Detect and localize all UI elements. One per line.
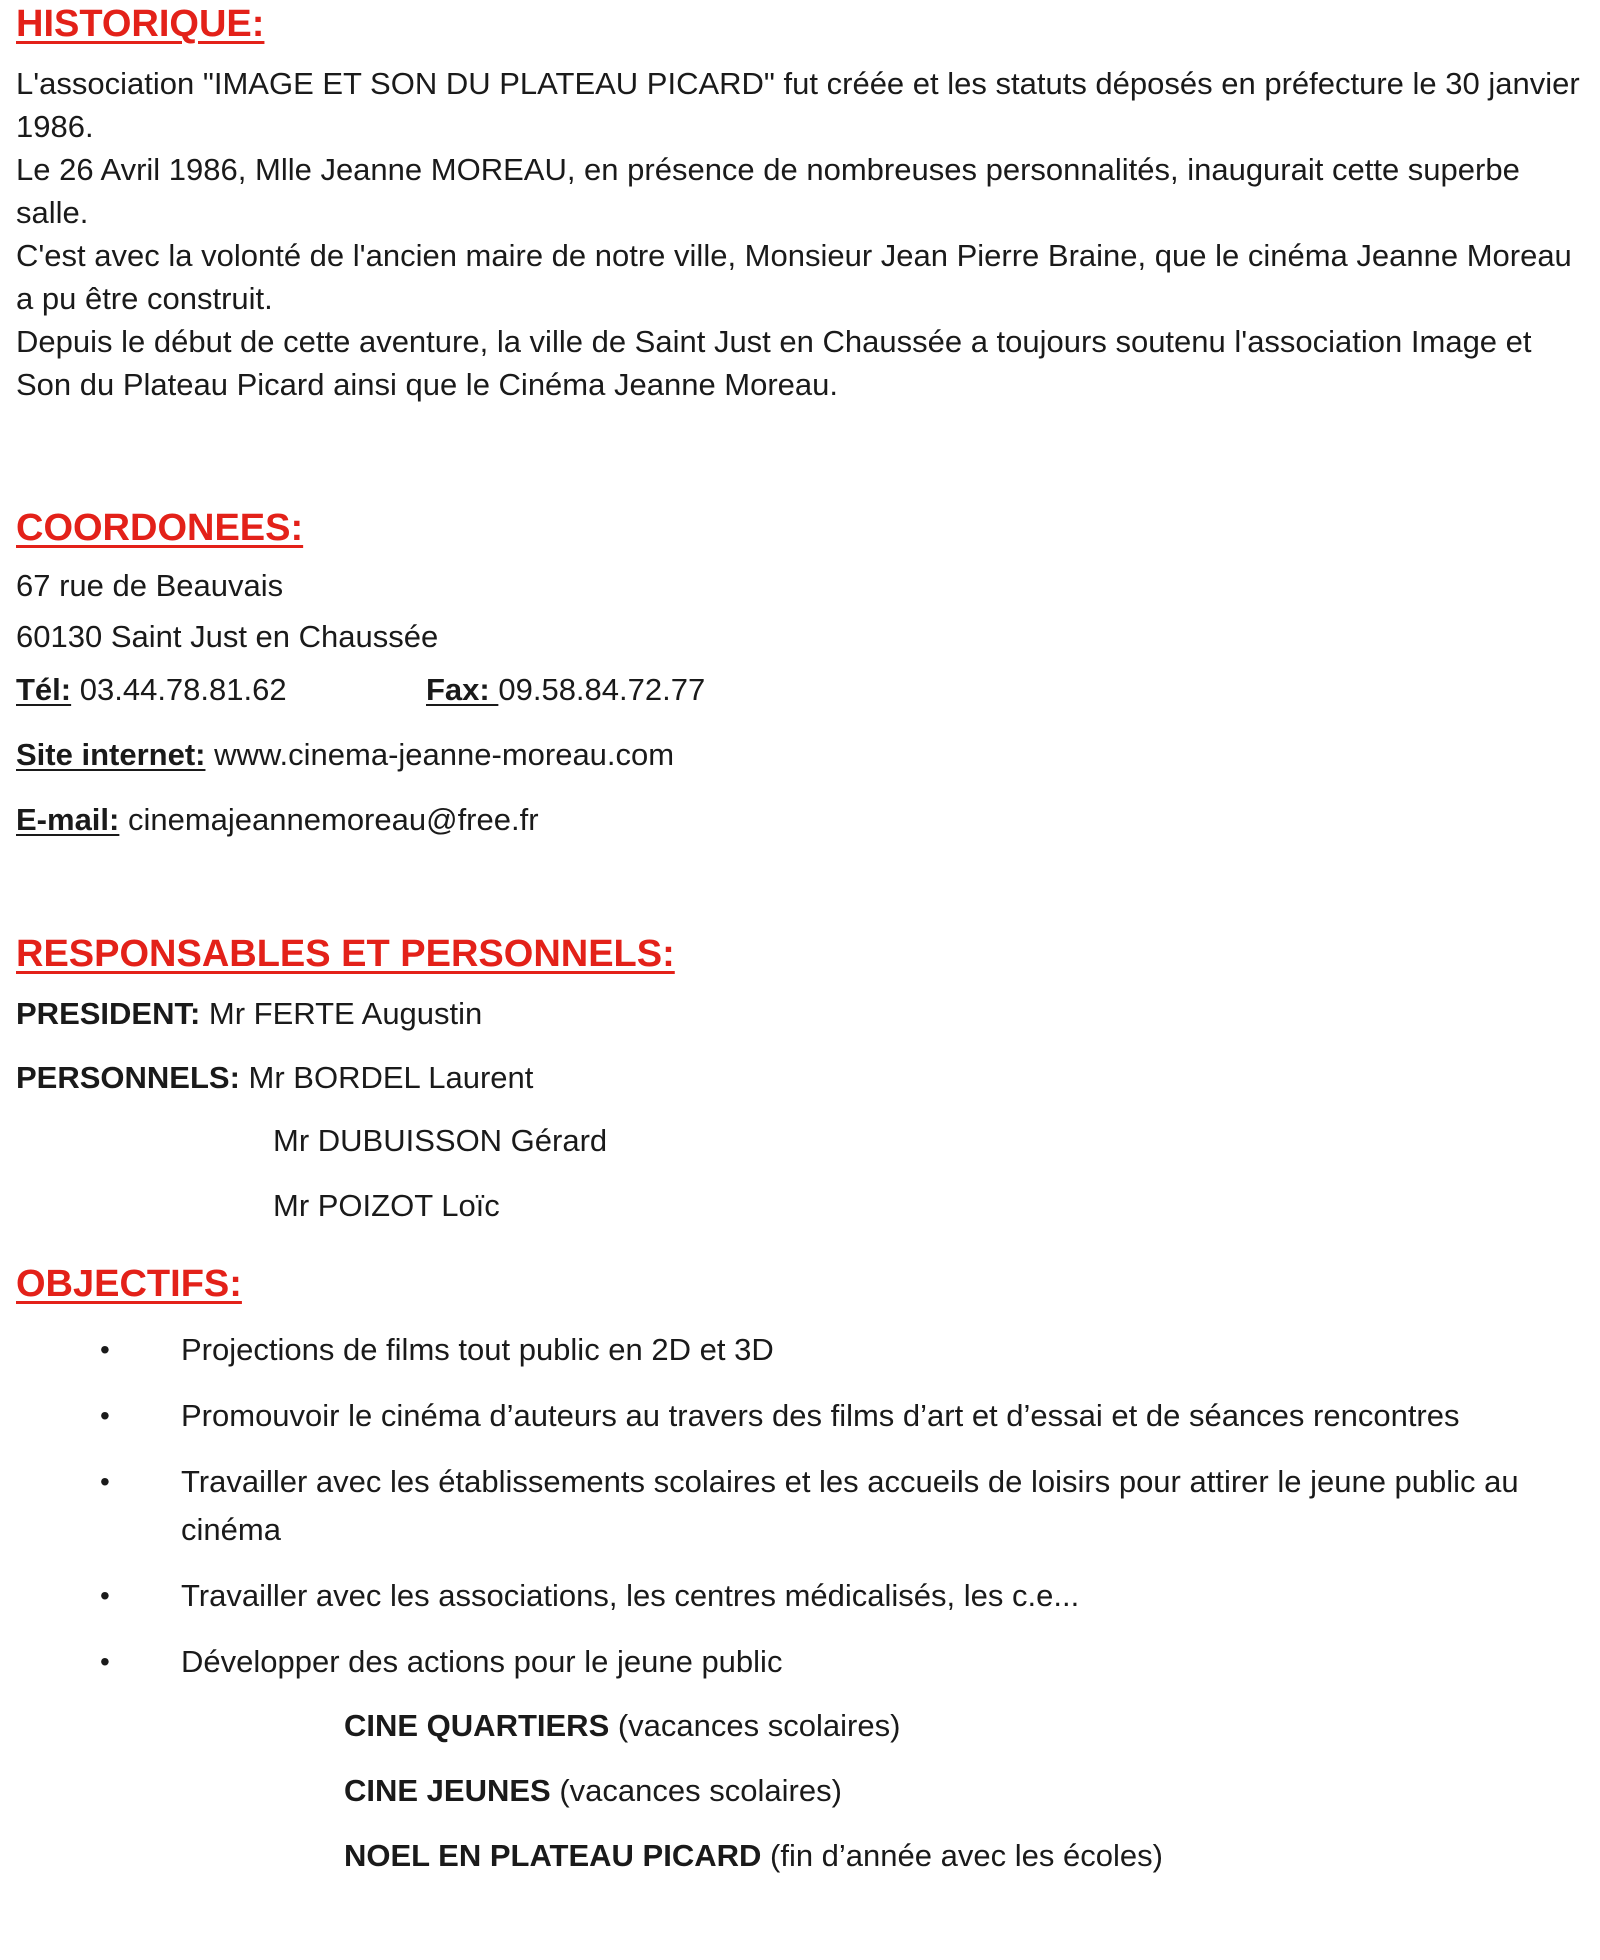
- bullet-icon: •: [100, 1399, 110, 1431]
- sub-item-note: (vacances scolaires): [550, 1772, 842, 1808]
- email-line: [16, 798, 1586, 841]
- objectif-text: Promouvoir le cinéma d’auteurs au travers des films d’art et d’essai et de séances rencontres: [181, 1397, 1460, 1433]
- historique-paragraph: L'association "IMAGE ET SON DU PLATEAU PICARD" fut créée et les statuts déposés en préfecture le 30 janvier 1986.: [16, 65, 1580, 144]
- coordonees-heading: COORDONEES:: [16, 507, 304, 549]
- phone-fax-line: [16, 668, 1586, 711]
- responsables-section: [16, 932, 1586, 1227]
- website-link[interactable]: www.cinema-jeanne-moreau.com: [205, 736, 675, 772]
- personnels-label: PERSONNELS:: [16, 1059, 240, 1095]
- list-item: [16, 1572, 1586, 1620]
- historique-heading: HISTORIQUE:: [16, 3, 265, 45]
- bullet-icon: •: [100, 1333, 110, 1365]
- historique-paragraph: Depuis le début de cette aventure, la ville de Saint Just en Chaussée a toujours soutenu l'association Image et Son du Plateau Picard ainsi que le Cinéma Jeanne Moreau.: [16, 323, 1532, 402]
- email-label: E-mail:: [16, 801, 120, 837]
- bullet-icon: •: [100, 1645, 110, 1677]
- sub-item: [16, 1704, 1586, 1747]
- email-link[interactable]: cinemajeannemoreau@free.fr: [119, 801, 539, 837]
- tel-label: Tél:: [16, 671, 72, 707]
- historique-paragraph: C'est avec la volonté de l'ancien maire de notre ville, Monsieur Jean Pierre Braine, que le cinéma Jeanne Moreau a pu être construit.: [16, 237, 1572, 316]
- tel-value: 03.44.78.81.62: [71, 671, 287, 707]
- president-label: PRESIDENT:: [16, 995, 201, 1031]
- fax-label: Fax:: [426, 671, 499, 707]
- president-name: Mr FERTE Augustin: [200, 995, 483, 1031]
- historique-section: [16, 2, 1586, 406]
- president-line: [16, 992, 1586, 1035]
- historique-paragraph: Le 26 Avril 1986, Mlle Jeanne MOREAU, en présence de nombreuses personnalités, inaugurait cette superbe salle.: [16, 151, 1520, 230]
- website-label: Site internet:: [16, 736, 206, 772]
- coordonees-section: [16, 506, 1586, 841]
- sub-item-label: NOEL EN PLATEAU PICARD: [344, 1837, 762, 1873]
- list-item: [16, 1326, 1586, 1374]
- personnel-name: Mr POIZOT Loïc: [273, 1187, 500, 1223]
- objectif-text: Projections de films tout public en 2D et 3D: [181, 1331, 774, 1367]
- bullet-icon: •: [100, 1579, 110, 1611]
- sub-item-note: (fin d’année avec les écoles): [761, 1837, 1163, 1873]
- objectifs-list: [16, 1326, 1586, 1686]
- list-item: [16, 1458, 1586, 1554]
- address-line: 67 rue de Beauvais: [16, 567, 284, 603]
- address-line: 60130 Saint Just en Chaussée: [16, 618, 439, 654]
- personnel-name: Mr BORDEL Laurent: [248, 1059, 534, 1095]
- sub-item-label: CINE QUARTIERS: [344, 1707, 610, 1743]
- objectif-text: Travailler avec les associations, les centres médicalisés, les c.e...: [181, 1577, 1080, 1613]
- website-line: [16, 733, 1586, 776]
- sub-item: [16, 1834, 1586, 1877]
- sub-item: [16, 1769, 1586, 1812]
- fax-value: 09.58.84.72.77: [498, 671, 706, 707]
- personnels-line: [16, 1056, 1586, 1099]
- objectifs-heading: OBJECTIFS:: [16, 1263, 242, 1305]
- sub-item-label: CINE JEUNES: [344, 1772, 551, 1808]
- sub-item-note: (vacances scolaires): [609, 1707, 901, 1743]
- responsables-heading: RESPONSABLES ET PERSONNELS:: [16, 933, 675, 975]
- personnel-name: Mr DUBUISSON Gérard: [273, 1122, 608, 1158]
- objectifs-section: [16, 1262, 1586, 1877]
- bullet-icon: •: [100, 1465, 110, 1497]
- list-item: [16, 1392, 1586, 1440]
- objectif-text: Travailler avec les établissements scolaires et les accueils de loisirs pour attirer le jeune public au cinéma: [181, 1463, 1519, 1547]
- objectif-text: Développer des actions pour le jeune public: [181, 1643, 783, 1679]
- list-item: [16, 1638, 1586, 1686]
